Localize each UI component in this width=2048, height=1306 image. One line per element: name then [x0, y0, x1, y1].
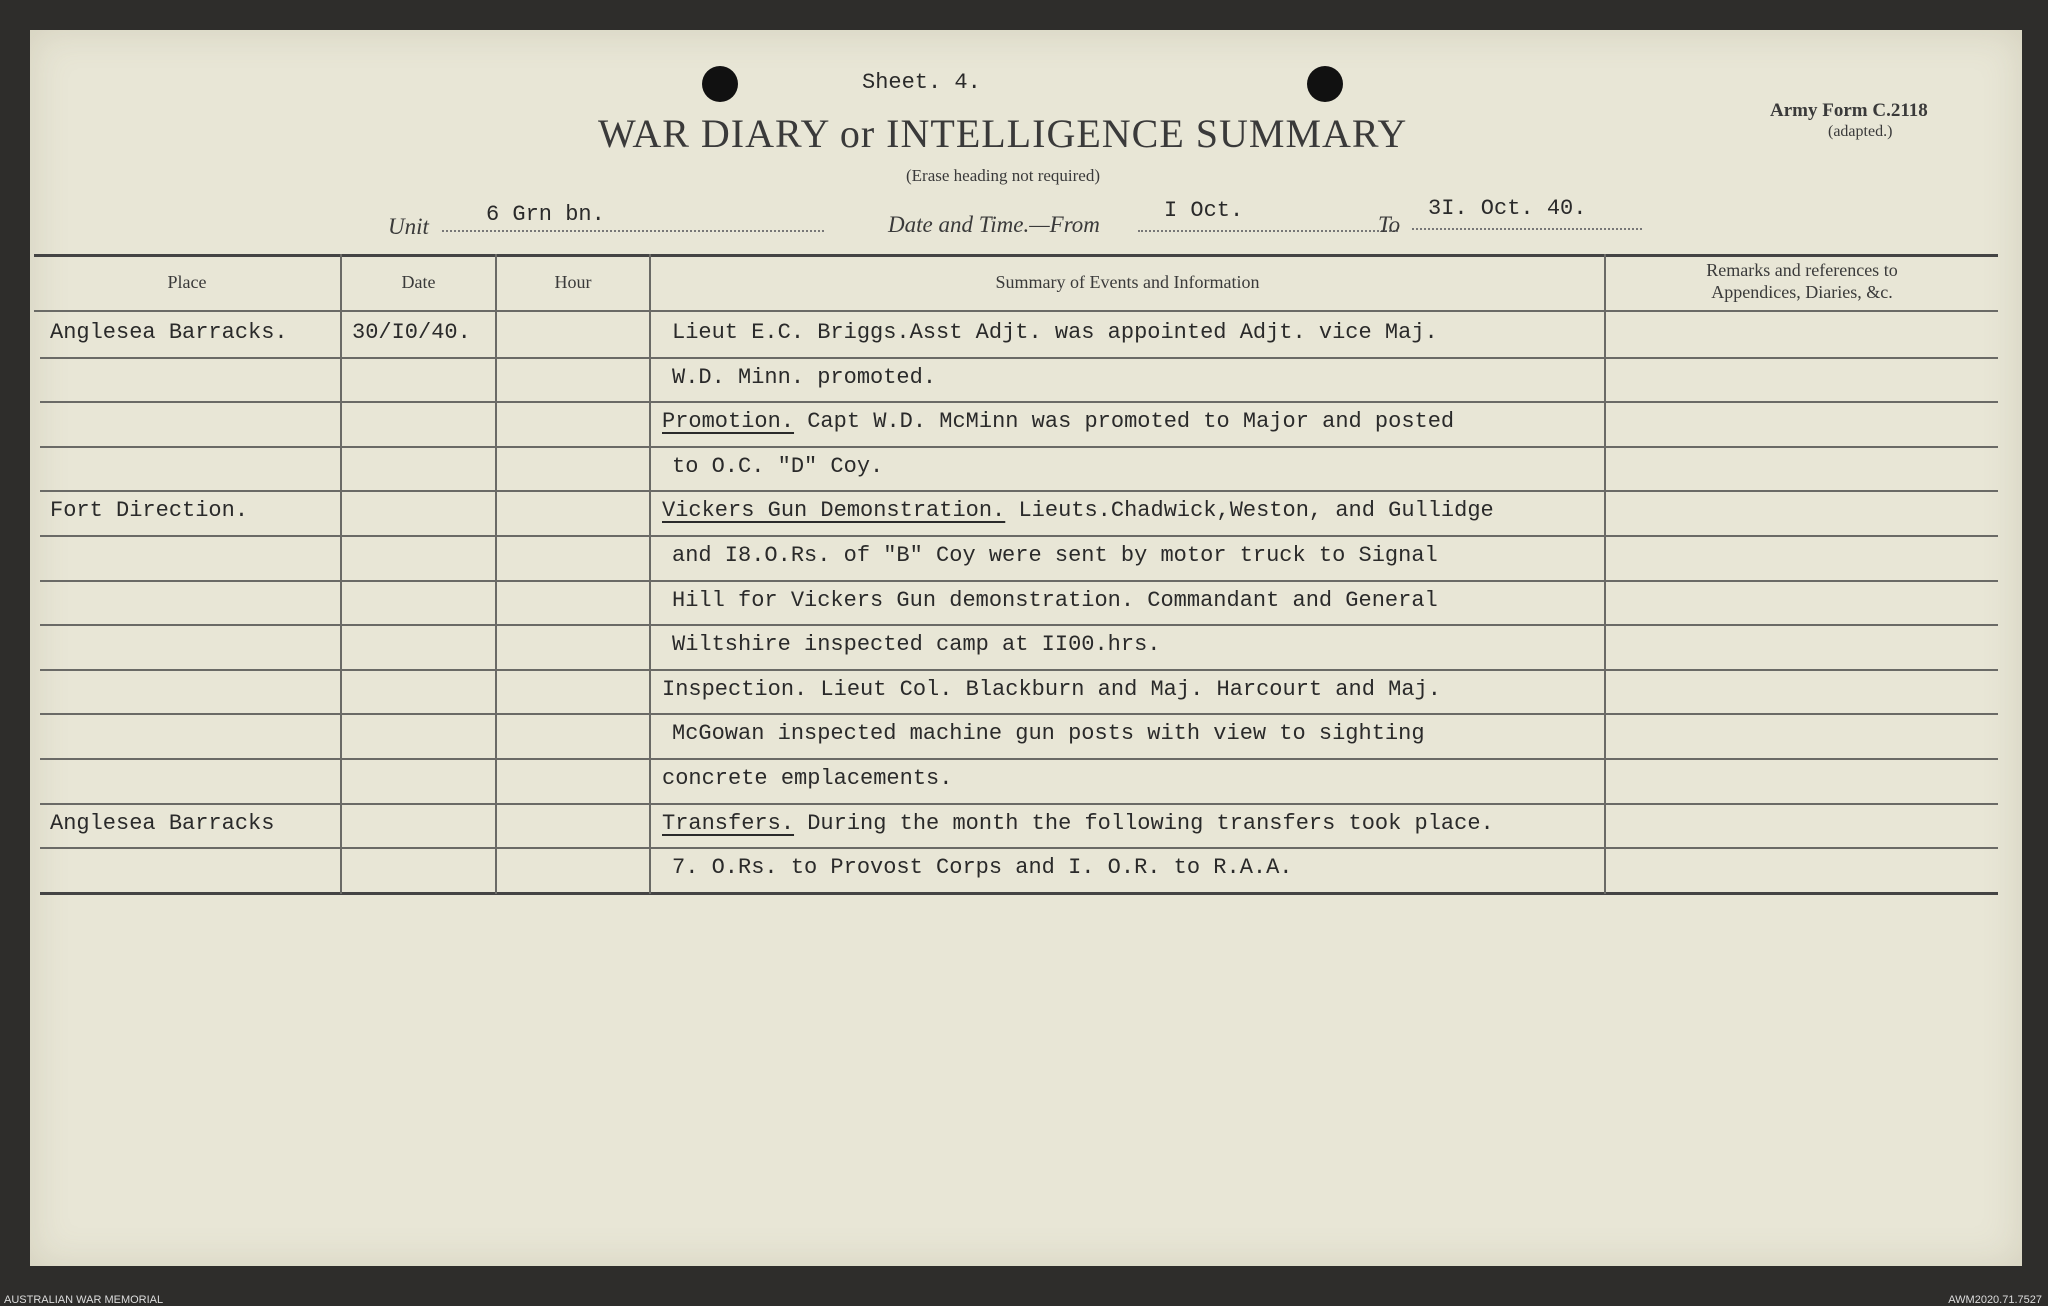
entry-summary [672, 721, 1425, 746]
entry-summary-heading: Vickers Gun Demonstration. [662, 498, 1006, 523]
row-rule [40, 580, 1998, 582]
entry-summary-text: Capt W.D. McMinn was promoted to Major and posted [794, 409, 1455, 434]
row-rule [40, 669, 1998, 671]
column-header-remarks-1: Remarks and references to [1706, 260, 1898, 280]
entry-summary [662, 677, 1441, 702]
date-time-label: Date and Time.—From [888, 212, 1100, 237]
sheet-number: Sheet. 4. [862, 70, 981, 95]
row-rule [40, 401, 1998, 403]
entry-summary-text: Lieut E.C. Briggs.Asst Adjt. was appointed Adjt. vice Maj. [672, 320, 1438, 345]
entry-summary-heading: Promotion. [662, 409, 795, 434]
entry-summary [672, 855, 1293, 880]
entry-summary [662, 766, 952, 791]
entry-summary [672, 588, 1438, 613]
column-header-place: Place [167, 272, 207, 292]
entry-date: 30/I0/40. [352, 320, 471, 345]
row-rule [40, 847, 1998, 849]
table-top-border [34, 254, 1998, 257]
entry-summary [672, 454, 883, 479]
row-rule [40, 803, 1998, 805]
entry-summary-text: During the month the following transfers took place. [794, 811, 1494, 836]
column-header-hour: Hour [554, 272, 592, 292]
to-value: 3I. Oct. 40. [1428, 196, 1587, 221]
page-title: WAR DIARY or INTELLIGENCE SUMMARY [598, 111, 1408, 156]
row-rule [40, 758, 1998, 760]
table-header-border [34, 310, 1998, 312]
row-rule [40, 357, 1998, 359]
entry-summary [672, 543, 1438, 568]
footer-left: AUSTRALIAN WAR MEMORIAL [4, 1294, 164, 1306]
punch-hole-left [702, 66, 738, 102]
entry-summary-text: Lieuts.Chadwick,Weston, and Gullidge [1005, 498, 1494, 523]
unit-dotted-line [442, 230, 824, 232]
entry-summary-text: Wiltshire inspected camp at II00.hrs. [672, 632, 1161, 657]
entry-summary [662, 498, 1494, 523]
army-form-sub: (adapted.) [1828, 123, 1893, 140]
army-form-label: Army Form C.2118 [1770, 100, 1928, 121]
entry-summary-text: and I8.O.Rs. of "B" Coy were sent by motor truck to Signal [672, 543, 1438, 568]
footer-right: AWM2020.71.7527 [1948, 1294, 2042, 1306]
unit-value: 6 Grn bn. [486, 202, 605, 227]
from-value: I Oct. [1164, 198, 1244, 223]
column-divider [340, 254, 342, 894]
row-rule [40, 535, 1998, 537]
page-subtitle: (Erase heading not required) [906, 166, 1100, 185]
unit-label: Unit [388, 214, 429, 239]
column-header-date: Date [401, 272, 436, 292]
entry-summary-text: Hill for Vickers Gun demonstration. Commandant and General [672, 588, 1438, 613]
column-divider [495, 254, 497, 894]
entry-summary-heading: Transfers. [662, 811, 795, 836]
entry-summary [662, 811, 1494, 836]
table-bottom-border [40, 892, 1998, 895]
to-label: To [1378, 212, 1401, 237]
entry-summary-text: concrete emplacements. [662, 766, 953, 791]
entry-place: Anglesea Barracks. [50, 320, 288, 345]
column-divider [649, 254, 651, 894]
punch-hole-right [1307, 66, 1343, 102]
entry-summary [672, 632, 1160, 657]
entry-summary-text: Inspection. Lieut Col. Blackburn and Maj. Harcourt and Maj. [662, 677, 1441, 702]
entry-summary-text: 7. O.Rs. to Provost Corps and I. O.R. to R.A.A. [672, 855, 1293, 880]
row-rule [40, 490, 1998, 492]
entry-summary-text: W.D. Minn. promoted. [672, 365, 937, 390]
row-rule [40, 624, 1998, 626]
diary-sheet [30, 30, 2022, 1266]
column-header-remarks-2: Appendices, Diaries, &c. [1711, 282, 1893, 302]
row-rule [40, 446, 1998, 448]
column-header-summary: Summary of Events and Information [995, 272, 1260, 292]
column-divider [1604, 254, 1606, 894]
entry-place: Anglesea Barracks [50, 811, 275, 836]
row-rule [40, 713, 1998, 715]
entry-summary-text: McGowan inspected machine gun posts with view to sighting [672, 721, 1425, 746]
to-dotted-line [1412, 228, 1642, 230]
entry-summary [672, 365, 936, 390]
entry-summary-text: to O.C. "D" Coy. [672, 454, 884, 479]
entry-summary [662, 409, 1454, 434]
from-dotted-line [1138, 230, 1398, 232]
entry-summary [672, 320, 1438, 345]
entry-place: Fort Direction. [50, 498, 249, 523]
